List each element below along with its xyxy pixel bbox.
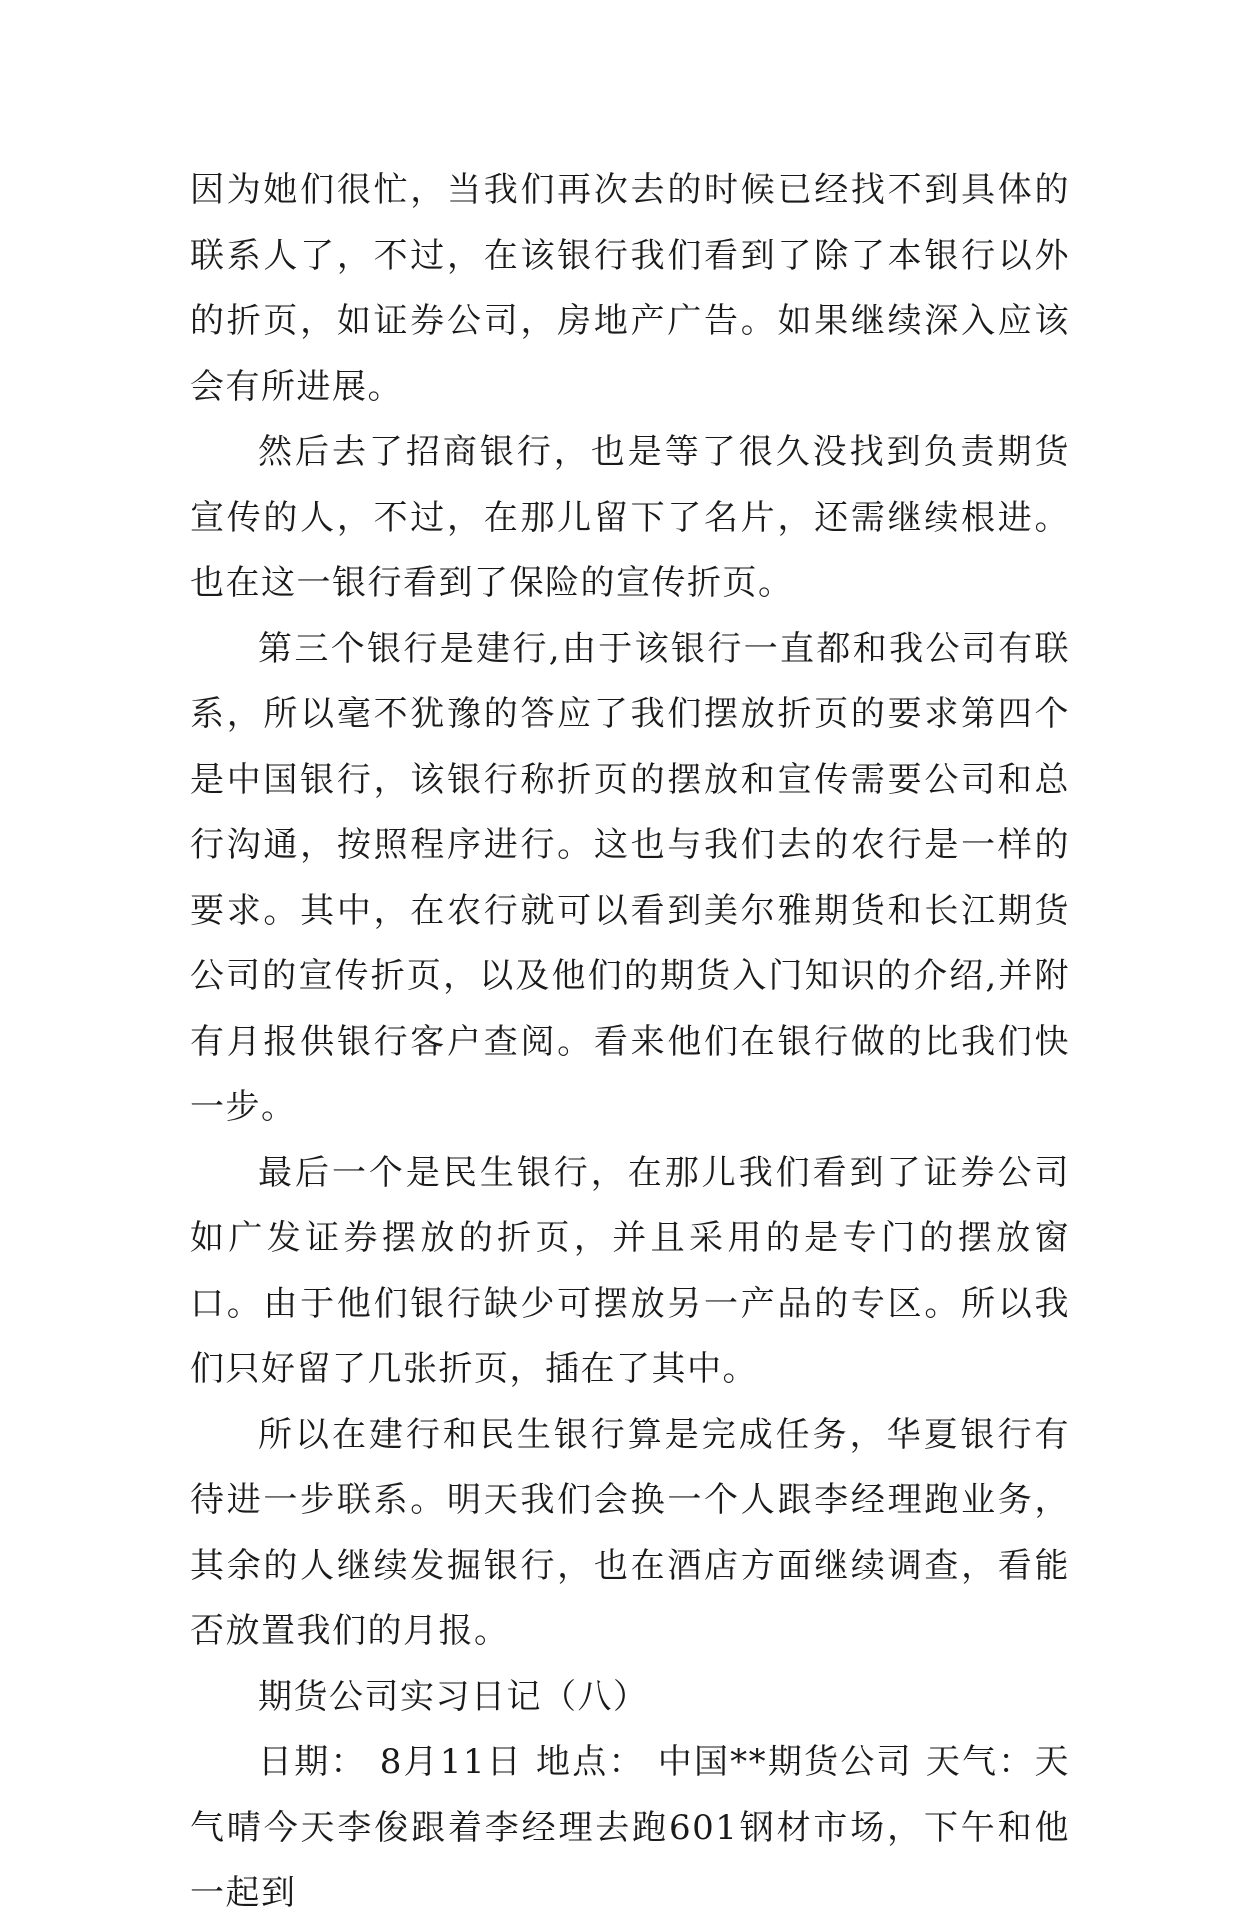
paragraph-2: 然后去了招商银行，也是等了很久没找到负责期货宣传的人，不过，在那儿留下了名片，还需继续根进。也在这一银行看到了保险的宣传折页。 — [190, 432, 1070, 603]
paragraph-1: 因为她们很忙，当我们再次去的时候已经找不到具体的联系人了，不过，在该银行我们看到了除了本银行以外的折页，如证券公司，房地产广告。如果继续深入应该会有所进展。 — [190, 170, 1070, 407]
paragraph-5: 所以在建行和民生银行算是完成任务，华夏银行有待进一步联系。明天我们会换一个人跟李经理跑业务，其余的人继续发掘银行，也在酒店方面继续调查，看能否放置我们的月报。 — [190, 1414, 1070, 1651]
paragraph-3: 第三个银行是建行,由于该银行一直都和我公司有联系，所以毫不犹豫的答应了我们摆放折页的要求第四个是中国银行，该银行称折页的摆放和宣传需要公司和总行沟通，按照程序进行。这也与我们去的农行是一样的要求。其中，在农行就可以看到美尔雅期货和长江期货公司的宣传折页，以及他们的期货入门知识的介绍,并附有月报供银行客户查阅。看来他们在银行做的比我们快一步。 — [190, 628, 1070, 1127]
diary-title: 期货公司实习日记（八） — [258, 1676, 649, 1717]
paragraph-4: 最后一个是民生银行，在那儿我们看到了证券公司如广发证券摆放的折页，并且采用的是专门的摆放窗口。由于他们银行缺少可摆放另一产品的专区。所以我们只好留了几张折页，插在了其中。 — [190, 1152, 1070, 1389]
diary-entry: 日期： 8月11日 地点： 中国**期货公司 天气：天气晴今天李俊跟着李经理去跑601钢材市场，下午和他一起到 — [190, 1742, 1070, 1913]
document-body — [190, 158, 1070, 1927]
